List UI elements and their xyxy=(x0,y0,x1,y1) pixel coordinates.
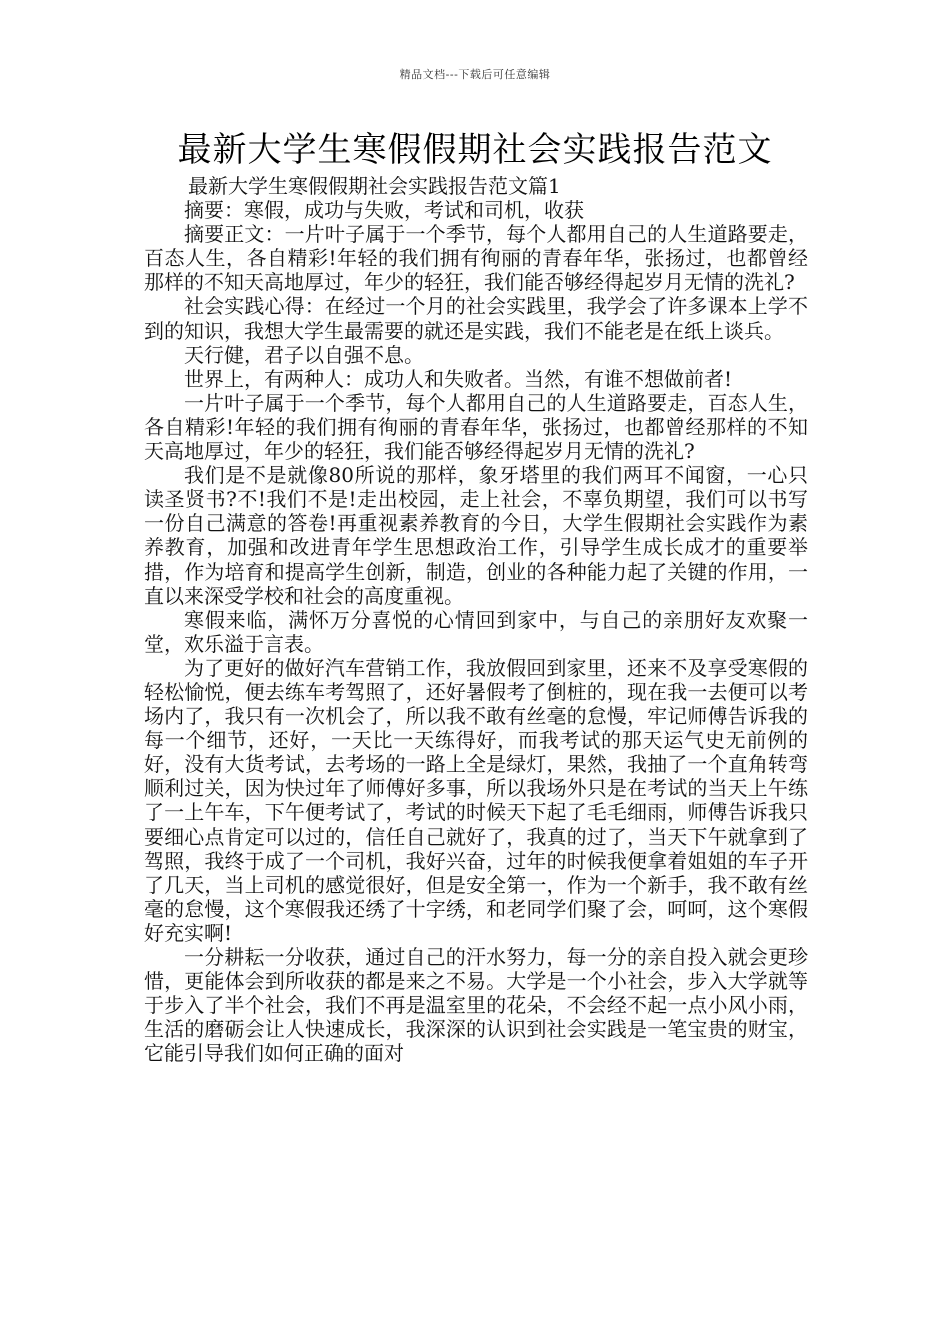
paragraph-abstract: 摘要：寒假，成功与失败，考试和司机，收获 xyxy=(184,198,584,223)
paragraph-harvest: 一分耕耘一分收获，通过自己的汗水努力，每一分的亲自投入就会更珍惜，更能体会到所收获的都是来之不易。大学是一个小社会，步入大学就等于步入了半个社会，我们不再是温室里的花朵，不会经不起一点小风小雨，生活的磨砺会让人快速成长，我深深的认识到社会实践是一笔宝贵的财宝，它能引导我们如何正确的面对 xyxy=(144,945,808,1066)
document-title: 最新大学生寒假假期社会实践报告范文 xyxy=(177,130,773,170)
paragraph-practice-insight: 社会实践心得：在经过一个月的社会实践里，我学会了许多课本上学不到的知识，我想大学生最需要的就还是实践，我们不能老是在纸上谈兵。 xyxy=(144,294,808,343)
page-header: 精品文档---下载后可任意编辑 xyxy=(399,68,551,81)
document-body xyxy=(144,174,808,1065)
paragraph-winter-break: 寒假来临，满怀万分喜悦的心情回到家中，与自己的亲朋好友欢聚一堂，欢乐溢于言表。 xyxy=(144,607,808,656)
paragraph-driving-license: 为了更好的做好汽车营销工作，我放假回到家里，还来不及享受寒假的轻松愉悦，便去练车考驾照了，还好暑假考了倒桩的，现在我一去便可以考场内了，我只有一次机会了，所以我不敢有丝毫的怠慢，牢记师傅告诉我的每一个细节，还好，一天比一天练得好，而我考试的那天运气史无前例的好，没有大货考试，去考场的一路上全是绿灯，果然，我抽了一个直角转弯顺利过关，因为快过年了师傅好多事，所以我场外只是在考试的当天上午练了一上午车，下午便考试了，考试的时候天下起了毛毛细雨，师傅告诉我只要细心点肯定可以过的，信任自己就好了，我真的过了，当天下午就拿到了驾照，我终于成了一个司机，我好兴奋，过年的时候我便拿着姐姐的车子开了几天，当上司机的感觉很好，但是安全第一，作为一个新手，我不敢有丝毫的怠慢，这个寒假我还绣了十字绣，和老同学们聚了会，呵呵，这个寒假好充实啊! xyxy=(144,655,808,945)
paragraph-motto: 天行健，君子以自强不息。 xyxy=(184,342,424,367)
document-subtitle: 最新大学生寒假假期社会实践报告范文篇1 xyxy=(188,174,561,198)
paragraph-abstract-body: 摘要正文：一片叶子属于一个季节，每个人都用自己的人生道路要走，百态人生，各自精彩!年轻的我们拥有徇丽的青春年华，张扬过，也都曾经那样的不知天高地厚过，年少的轻狂，我们能否够经得起岁月无情的洗礼? xyxy=(144,222,808,295)
paragraph-leaf: 一片叶子属于一个季节，每个人都用自己的人生道路要走，百态人生，各自精彩!年轻的我们拥有徇丽的青春年华，张扬过，也都曾经那样的不知天高地厚过，年少的轻狂，我们能否够经得起岁月无情的洗礼? xyxy=(144,390,808,464)
paragraph-two-kinds: 世界上，有两种人：成功人和失败者。当然，有谁不想做前者! xyxy=(184,366,733,391)
paragraph-ivory-tower: 我们是不是就像80所说的那样，象牙塔里的我们两耳不闻窗，一心只读圣贤书?不!我们不是!走出校园，走上社会，不辜负期望，我们可以书写一份自己满意的答卷!再重视素养教育的今日，大学生假期社会实践作为素养教育，加强和改进青年学生思想政治工作，引导学生成长成才的重要举措，作为培育和提高学生创新，制造，创业的各种能力起了关键的作用，一直以来深受学校和社会的高度重视。 xyxy=(144,463,808,608)
